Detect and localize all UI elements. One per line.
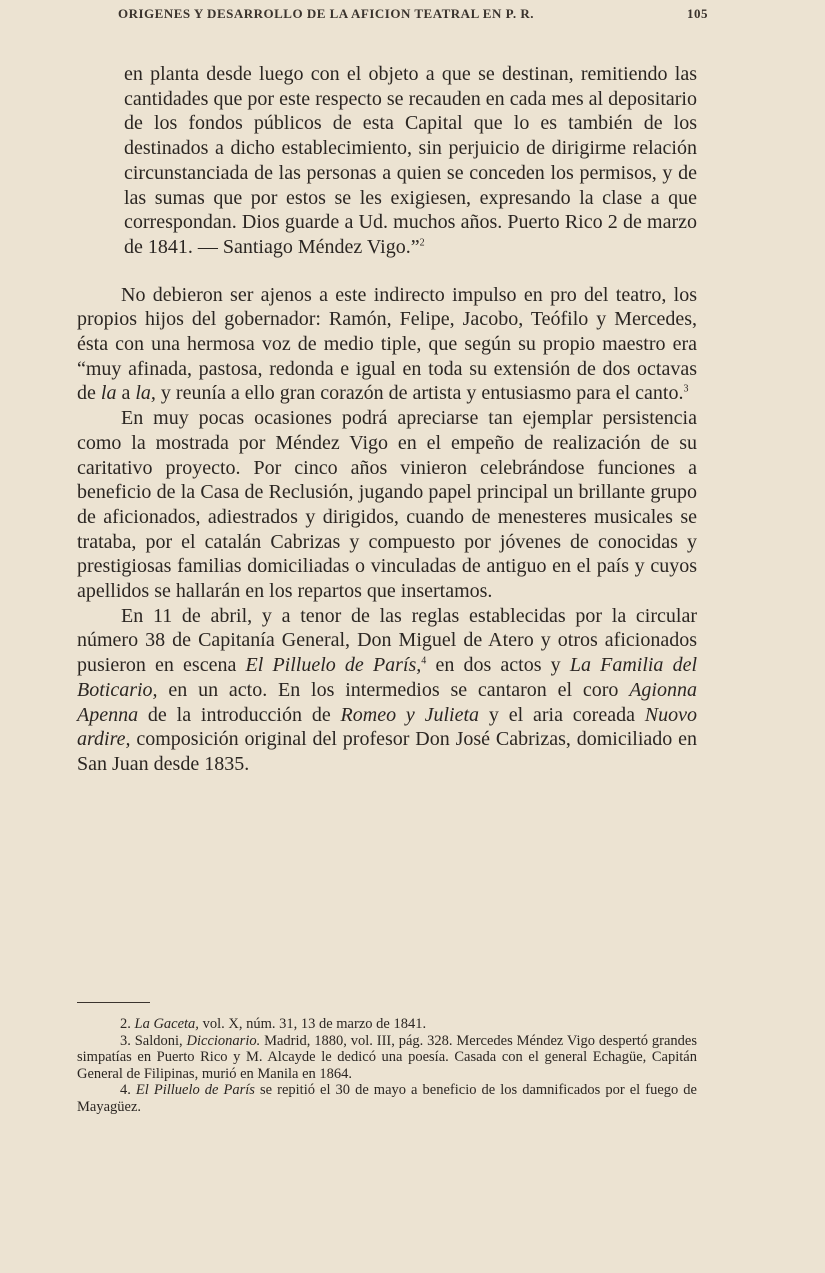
paragraph: En muy pocas ocasiones podrá apreciarse tan ejemplar persistencia como la mostrada por Méndez Vigo en el empeño de realización de su caritativo proyecto. Por cinco años vinieron celebrándose funciones a beneficio de la Casa de Reclusión, jugando papel principal un brillante grupo de aficionados, adiestrados y dirigidos, cuando de menesteres musicales se trataba, por el catalán Cabrizas y compuesto por jóvenes de conocidas y prestigiosas familias domiciliadas o vinculadas de antiguo en el país y cuyos apellidos se hallarán en los repartos que insertamos.: [77, 407, 697, 603]
running-title: ORIGENES Y DESARROLLO DE LA AFICION TEATRAL EN P. R.: [118, 6, 534, 21]
footnote-3: 3. Saldoni, Diccionario. Madrid, 1880, vol. III, pág. 328. Mercedes Méndez Vigo despertó grandes simpatías en Puerto Rico y M. Alcayde le dedicó una poesía. Casada con el general Echagüe, Capitán General de Filipinas, murió en Manila en 1864.: [77, 1032, 697, 1082]
main-text: [77, 62, 697, 777]
footnote-2: 2. La Gaceta, vol. X, núm. 31, 13 de marzo de 1841.: [120, 1016, 427, 1032]
note-ref: 3: [683, 383, 689, 395]
note-ref: 2: [419, 237, 425, 249]
paragraph: En 11 de abril, y a tenor de las reglas establecidas por la circular número 38 de Capitanía General, Don Miguel de Atero y otros aficionados pusieron en escena El Pilluelo de París,$^4$ en dos actos y La Familia del Boticario, en un acto. En los intermedios se cantaron el coro Agionna Apenna de la introducción de Romeo y Julieta y el aria coreada Nuovo ardire, composición original del profesor Don José Cabrizas, domiciliado en San Juan desde 1835.: [77, 604, 698, 775]
paragraph: No debieron ser ajenos a este indirecto impulso en pro del teatro, los propios hijos del gobernador: Ramón, Felipe, Jacobo, Teófilo y Mercedes, ésta con una hermosa voz de medio tiple, que según su propio maestro era “muy afinada, pastosa, redonda e igual en toda su extensión de dos octavas de la a la, y reunía a ello gran corazón de artista y entusiasmo para el canto.$^3$: [77, 283, 697, 405]
footnote-rule: [77, 1002, 150, 1003]
note-ref: 4: [421, 655, 427, 667]
quoted-letter: en planta desde luego con el objeto a que se destinan, remitiendo las cantidades que por este respecto se recauden en cada mes al depositario de los fondos públicos de esta Capital que lo es también de los destinados a dicho establecimiento, sin perjuicio de dirigirme relación circunstanciada de las personas a quien se conceden los permisos, y de las sumas que por estos se les exigiesen, expresando la clase a que correspondan. Dios guarde a Ud. muchos años. Puerto Rico 2 de marzo de 1841. — Santiago Méndez Vigo.”$^2$: [124, 63, 697, 258]
running-header: [118, 6, 708, 22]
footnote-4: 4. El Pilluelo de París se repitió el 30 de mayo a beneficio de los damnificados por el fuego de Mayagüez.: [77, 1082, 697, 1115]
footnotes: [77, 1016, 697, 1116]
page-number: 105: [687, 6, 708, 21]
